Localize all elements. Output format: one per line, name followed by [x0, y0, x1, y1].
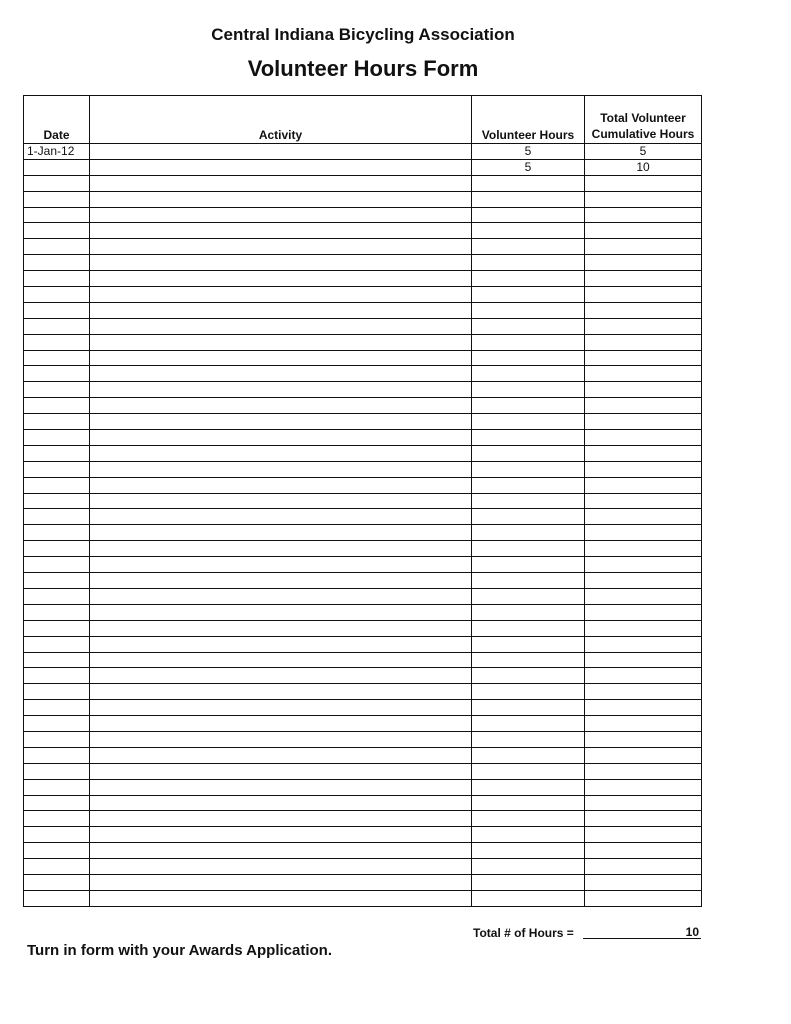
cell-date[interactable]	[24, 382, 90, 398]
cell-date[interactable]	[24, 700, 90, 716]
cell-date[interactable]	[24, 509, 90, 525]
cell-volunteer-hours[interactable]	[472, 747, 585, 763]
cell-date[interactable]	[24, 398, 90, 414]
cell-cumulative-hours[interactable]	[585, 779, 702, 795]
cell-activity[interactable]	[90, 859, 472, 875]
cell-activity[interactable]	[90, 302, 472, 318]
cell-volunteer-hours[interactable]	[472, 652, 585, 668]
cell-cumulative-hours[interactable]	[585, 843, 702, 859]
cell-date[interactable]	[24, 731, 90, 747]
cell-date[interactable]	[24, 350, 90, 366]
cell-cumulative-hours[interactable]	[585, 318, 702, 334]
cell-activity[interactable]	[90, 747, 472, 763]
cell-activity[interactable]	[90, 398, 472, 414]
cell-activity[interactable]	[90, 461, 472, 477]
cell-activity[interactable]	[90, 604, 472, 620]
cell-date[interactable]	[24, 827, 90, 843]
cell-cumulative-hours[interactable]	[585, 795, 702, 811]
cell-cumulative-hours[interactable]	[585, 827, 702, 843]
cell-cumulative-hours[interactable]	[585, 652, 702, 668]
cell-volunteer-hours[interactable]	[472, 255, 585, 271]
cell-cumulative-hours[interactable]	[585, 509, 702, 525]
table-row	[24, 414, 702, 430]
cell-cumulative-hours[interactable]	[585, 461, 702, 477]
cell-volunteer-hours[interactable]	[472, 684, 585, 700]
cell-activity[interactable]	[90, 366, 472, 382]
cell-date[interactable]	[24, 859, 90, 875]
cell-date[interactable]	[24, 684, 90, 700]
cell-activity[interactable]	[90, 811, 472, 827]
cell-date[interactable]	[24, 318, 90, 334]
table-row	[24, 779, 702, 795]
cell-date[interactable]	[24, 747, 90, 763]
cell-date[interactable]	[24, 271, 90, 287]
cell-activity[interactable]	[90, 795, 472, 811]
cell-activity[interactable]	[90, 731, 472, 747]
cell-date[interactable]	[24, 302, 90, 318]
cell-activity[interactable]	[90, 509, 472, 525]
cell-activity[interactable]	[90, 541, 472, 557]
cell-volunteer-hours[interactable]	[472, 843, 585, 859]
cell-volunteer-hours[interactable]	[472, 811, 585, 827]
table-row	[24, 350, 702, 366]
cell-volunteer-hours[interactable]	[472, 557, 585, 573]
cell-volunteer-hours[interactable]	[472, 477, 585, 493]
table-row	[24, 287, 702, 303]
cell-activity[interactable]	[90, 223, 472, 239]
form-title: Volunteer Hours Form	[247, 56, 479, 81]
column-header-cumulative-hours	[585, 96, 702, 144]
cell-date[interactable]	[24, 461, 90, 477]
table-row	[24, 445, 702, 461]
cell-activity[interactable]	[90, 445, 472, 461]
table-row	[24, 191, 702, 207]
cell-activity[interactable]	[90, 588, 472, 604]
cell-volunteer-hours[interactable]	[472, 271, 585, 287]
cell-activity[interactable]	[90, 430, 472, 446]
cell-cumulative-hours[interactable]: 10	[585, 159, 702, 175]
cell-cumulative-hours[interactable]	[585, 223, 702, 239]
table-row	[24, 318, 702, 334]
volunteer-hours-table	[23, 95, 702, 907]
column-header-volunteer-hours: Volunteer Hours	[472, 96, 585, 144]
cell-activity[interactable]	[90, 287, 472, 303]
cell-cumulative-hours[interactable]	[585, 890, 702, 906]
cell-activity[interactable]	[90, 668, 472, 684]
cell-cumulative-hours[interactable]	[585, 811, 702, 827]
cell-date[interactable]	[24, 207, 90, 223]
cell-cumulative-hours[interactable]	[585, 859, 702, 875]
cell-cumulative-hours[interactable]: 5	[585, 144, 702, 160]
cell-volunteer-hours[interactable]	[472, 191, 585, 207]
cell-cumulative-hours[interactable]	[585, 366, 702, 382]
cell-volunteer-hours[interactable]	[472, 779, 585, 795]
cell-volunteer-hours[interactable]	[472, 175, 585, 191]
cell-cumulative-hours[interactable]	[585, 747, 702, 763]
table-header-row	[24, 96, 702, 144]
table-row	[24, 334, 702, 350]
cell-cumulative-hours[interactable]	[585, 430, 702, 446]
cell-date[interactable]	[24, 445, 90, 461]
cell-volunteer-hours[interactable]	[472, 223, 585, 239]
table-row	[24, 382, 702, 398]
table-row	[24, 620, 702, 636]
cell-volunteer-hours[interactable]	[472, 668, 585, 684]
table-row	[24, 430, 702, 446]
cell-volunteer-hours[interactable]	[472, 700, 585, 716]
cell-cumulative-hours[interactable]	[585, 207, 702, 223]
cell-activity[interactable]	[90, 525, 472, 541]
cell-cumulative-hours[interactable]	[585, 700, 702, 716]
cell-cumulative-hours[interactable]	[585, 604, 702, 620]
cell-activity[interactable]	[90, 620, 472, 636]
table-row	[24, 636, 702, 652]
table-row	[24, 731, 702, 747]
cell-activity[interactable]	[90, 207, 472, 223]
table-row	[24, 573, 702, 589]
cell-volunteer-hours[interactable]	[472, 302, 585, 318]
cell-date[interactable]	[24, 604, 90, 620]
cell-activity[interactable]	[90, 573, 472, 589]
cell-date[interactable]	[24, 573, 90, 589]
table-row	[24, 302, 702, 318]
cell-activity[interactable]	[90, 271, 472, 287]
cell-activity[interactable]	[90, 382, 472, 398]
cell-date[interactable]	[24, 477, 90, 493]
table-row	[24, 509, 702, 525]
footer-note: Turn in form with your Awards Application.	[27, 942, 333, 959]
cell-activity[interactable]	[90, 763, 472, 779]
cell-activity[interactable]	[90, 159, 472, 175]
cell-volunteer-hours[interactable]	[472, 859, 585, 875]
cell-volunteer-hours[interactable]	[472, 493, 585, 509]
cell-date[interactable]	[24, 175, 90, 191]
cell-date[interactable]	[24, 414, 90, 430]
cell-cumulative-hours[interactable]	[585, 573, 702, 589]
table-row	[24, 525, 702, 541]
cell-date[interactable]	[24, 366, 90, 382]
cell-activity[interactable]	[90, 843, 472, 859]
cell-cumulative-hours[interactable]	[585, 287, 702, 303]
table-row	[24, 175, 702, 191]
cell-activity[interactable]	[90, 716, 472, 732]
cell-cumulative-hours[interactable]	[585, 350, 702, 366]
cell-volunteer-hours[interactable]	[472, 239, 585, 255]
cell-date[interactable]	[24, 430, 90, 446]
organization-title: Central Indiana Bicycling Association	[211, 25, 515, 44]
cumulative-header-line-1: Total Volunteer	[600, 111, 686, 125]
cell-volunteer-hours[interactable]	[472, 398, 585, 414]
cell-date[interactable]: 1-Jan-12	[24, 144, 90, 160]
cell-activity[interactable]	[90, 350, 472, 366]
cell-activity[interactable]	[90, 255, 472, 271]
cell-date[interactable]	[24, 191, 90, 207]
table-row	[24, 763, 702, 779]
table-row	[24, 223, 702, 239]
cell-date[interactable]	[24, 843, 90, 859]
cell-volunteer-hours[interactable]	[472, 207, 585, 223]
cell-cumulative-hours[interactable]	[585, 255, 702, 271]
cell-volunteer-hours[interactable]	[472, 604, 585, 620]
cell-volunteer-hours[interactable]	[472, 461, 585, 477]
cell-cumulative-hours[interactable]	[585, 716, 702, 732]
table-row	[24, 890, 702, 906]
table-row	[24, 159, 702, 175]
cell-date[interactable]	[24, 652, 90, 668]
cell-volunteer-hours[interactable]	[472, 827, 585, 843]
cell-activity[interactable]	[90, 652, 472, 668]
cell-activity[interactable]	[90, 493, 472, 509]
table-row	[24, 557, 702, 573]
cell-date[interactable]	[24, 255, 90, 271]
cell-volunteer-hours[interactable]	[472, 525, 585, 541]
table-row	[24, 588, 702, 604]
cumulative-header-line-2: Cumulative Hours	[591, 127, 695, 141]
table-row	[24, 795, 702, 811]
table-row	[24, 652, 702, 668]
table-row	[24, 239, 702, 255]
table-row	[24, 255, 702, 271]
cell-activity[interactable]	[90, 890, 472, 906]
table-row	[24, 477, 702, 493]
cell-cumulative-hours[interactable]	[585, 525, 702, 541]
cell-cumulative-hours[interactable]	[585, 874, 702, 890]
cell-cumulative-hours[interactable]	[585, 636, 702, 652]
column-header-date: Date	[24, 96, 90, 144]
table-row	[24, 874, 702, 890]
total-hours-label: Total # of Hours =	[473, 926, 574, 940]
total-hours-row	[471, 925, 701, 941]
table-row	[24, 493, 702, 509]
cell-cumulative-hours[interactable]	[585, 477, 702, 493]
cell-date[interactable]	[24, 334, 90, 350]
cell-cumulative-hours[interactable]	[585, 302, 702, 318]
cell-activity[interactable]	[90, 700, 472, 716]
cell-date[interactable]	[24, 668, 90, 684]
cell-date[interactable]	[24, 525, 90, 541]
cell-volunteer-hours[interactable]: 5	[472, 144, 585, 160]
cell-cumulative-hours[interactable]	[585, 588, 702, 604]
column-header-activity: Activity	[90, 96, 472, 144]
cell-volunteer-hours[interactable]	[472, 334, 585, 350]
cell-volunteer-hours[interactable]	[472, 350, 585, 366]
cell-activity[interactable]	[90, 684, 472, 700]
table-row	[24, 811, 702, 827]
cell-activity[interactable]	[90, 334, 472, 350]
cell-date[interactable]	[24, 239, 90, 255]
cell-volunteer-hours[interactable]	[472, 287, 585, 303]
cell-date[interactable]	[24, 541, 90, 557]
cell-activity[interactable]	[90, 144, 472, 160]
cell-cumulative-hours[interactable]	[585, 620, 702, 636]
cell-volunteer-hours[interactable]	[472, 573, 585, 589]
cell-cumulative-hours[interactable]	[585, 175, 702, 191]
cell-activity[interactable]	[90, 175, 472, 191]
cell-cumulative-hours[interactable]	[585, 271, 702, 287]
cell-volunteer-hours[interactable]	[472, 716, 585, 732]
cell-date[interactable]	[24, 795, 90, 811]
table-row	[24, 207, 702, 223]
cell-volunteer-hours[interactable]	[472, 541, 585, 557]
cell-date[interactable]	[24, 223, 90, 239]
cell-volunteer-hours[interactable]: 5	[472, 159, 585, 175]
cell-cumulative-hours[interactable]	[585, 684, 702, 700]
cell-cumulative-hours[interactable]	[585, 414, 702, 430]
cell-cumulative-hours[interactable]	[585, 334, 702, 350]
table-row	[24, 366, 702, 382]
table-row	[24, 827, 702, 843]
cell-date[interactable]	[24, 636, 90, 652]
cell-cumulative-hours[interactable]	[585, 239, 702, 255]
cell-date[interactable]	[24, 620, 90, 636]
cell-date[interactable]	[24, 159, 90, 175]
cell-activity[interactable]	[90, 557, 472, 573]
table-row	[24, 684, 702, 700]
cell-activity[interactable]	[90, 827, 472, 843]
table-row	[24, 700, 702, 716]
cell-date[interactable]	[24, 811, 90, 827]
cell-date[interactable]	[24, 890, 90, 906]
cell-date[interactable]	[24, 779, 90, 795]
cell-volunteer-hours[interactable]	[472, 382, 585, 398]
cell-cumulative-hours[interactable]	[585, 191, 702, 207]
cell-activity[interactable]	[90, 477, 472, 493]
table-row	[24, 604, 702, 620]
cell-date[interactable]	[24, 493, 90, 509]
cell-volunteer-hours[interactable]	[472, 795, 585, 811]
cell-activity[interactable]	[90, 318, 472, 334]
cell-cumulative-hours[interactable]	[585, 541, 702, 557]
cell-date[interactable]	[24, 716, 90, 732]
cell-cumulative-hours[interactable]	[585, 398, 702, 414]
cell-volunteer-hours[interactable]	[472, 318, 585, 334]
table-row	[24, 716, 702, 732]
cell-volunteer-hours[interactable]	[472, 366, 585, 382]
table-row	[24, 461, 702, 477]
cell-volunteer-hours[interactable]	[472, 636, 585, 652]
cell-volunteer-hours[interactable]	[472, 890, 585, 906]
cell-date[interactable]	[24, 763, 90, 779]
cell-date[interactable]	[24, 874, 90, 890]
cell-activity[interactable]	[90, 636, 472, 652]
cell-volunteer-hours[interactable]	[472, 874, 585, 890]
cell-volunteer-hours[interactable]	[472, 763, 585, 779]
cell-cumulative-hours[interactable]	[585, 557, 702, 573]
table-row	[24, 541, 702, 557]
cell-date[interactable]	[24, 588, 90, 604]
cell-cumulative-hours[interactable]	[585, 668, 702, 684]
cell-cumulative-hours[interactable]	[585, 763, 702, 779]
table-row	[24, 668, 702, 684]
cell-volunteer-hours[interactable]	[472, 445, 585, 461]
cell-cumulative-hours[interactable]	[585, 731, 702, 747]
cell-activity[interactable]	[90, 191, 472, 207]
cell-cumulative-hours[interactable]	[585, 382, 702, 398]
cell-volunteer-hours[interactable]	[472, 414, 585, 430]
cell-activity[interactable]	[90, 239, 472, 255]
cell-date[interactable]	[24, 287, 90, 303]
cell-volunteer-hours[interactable]	[472, 620, 585, 636]
table-row	[24, 843, 702, 859]
table-row	[24, 859, 702, 875]
cell-activity[interactable]	[90, 414, 472, 430]
cell-activity[interactable]	[90, 779, 472, 795]
cell-cumulative-hours[interactable]	[585, 445, 702, 461]
table-row	[24, 747, 702, 763]
cell-volunteer-hours[interactable]	[472, 588, 585, 604]
cell-volunteer-hours[interactable]	[472, 731, 585, 747]
table-row	[24, 271, 702, 287]
cell-cumulative-hours[interactable]	[585, 493, 702, 509]
total-hours-value[interactable]: 10	[583, 925, 701, 939]
table-row	[24, 144, 702, 160]
table-row	[24, 398, 702, 414]
cell-volunteer-hours[interactable]	[472, 509, 585, 525]
cell-activity[interactable]	[90, 874, 472, 890]
table-body	[24, 144, 702, 907]
cell-volunteer-hours[interactable]	[472, 430, 585, 446]
cell-date[interactable]	[24, 557, 90, 573]
